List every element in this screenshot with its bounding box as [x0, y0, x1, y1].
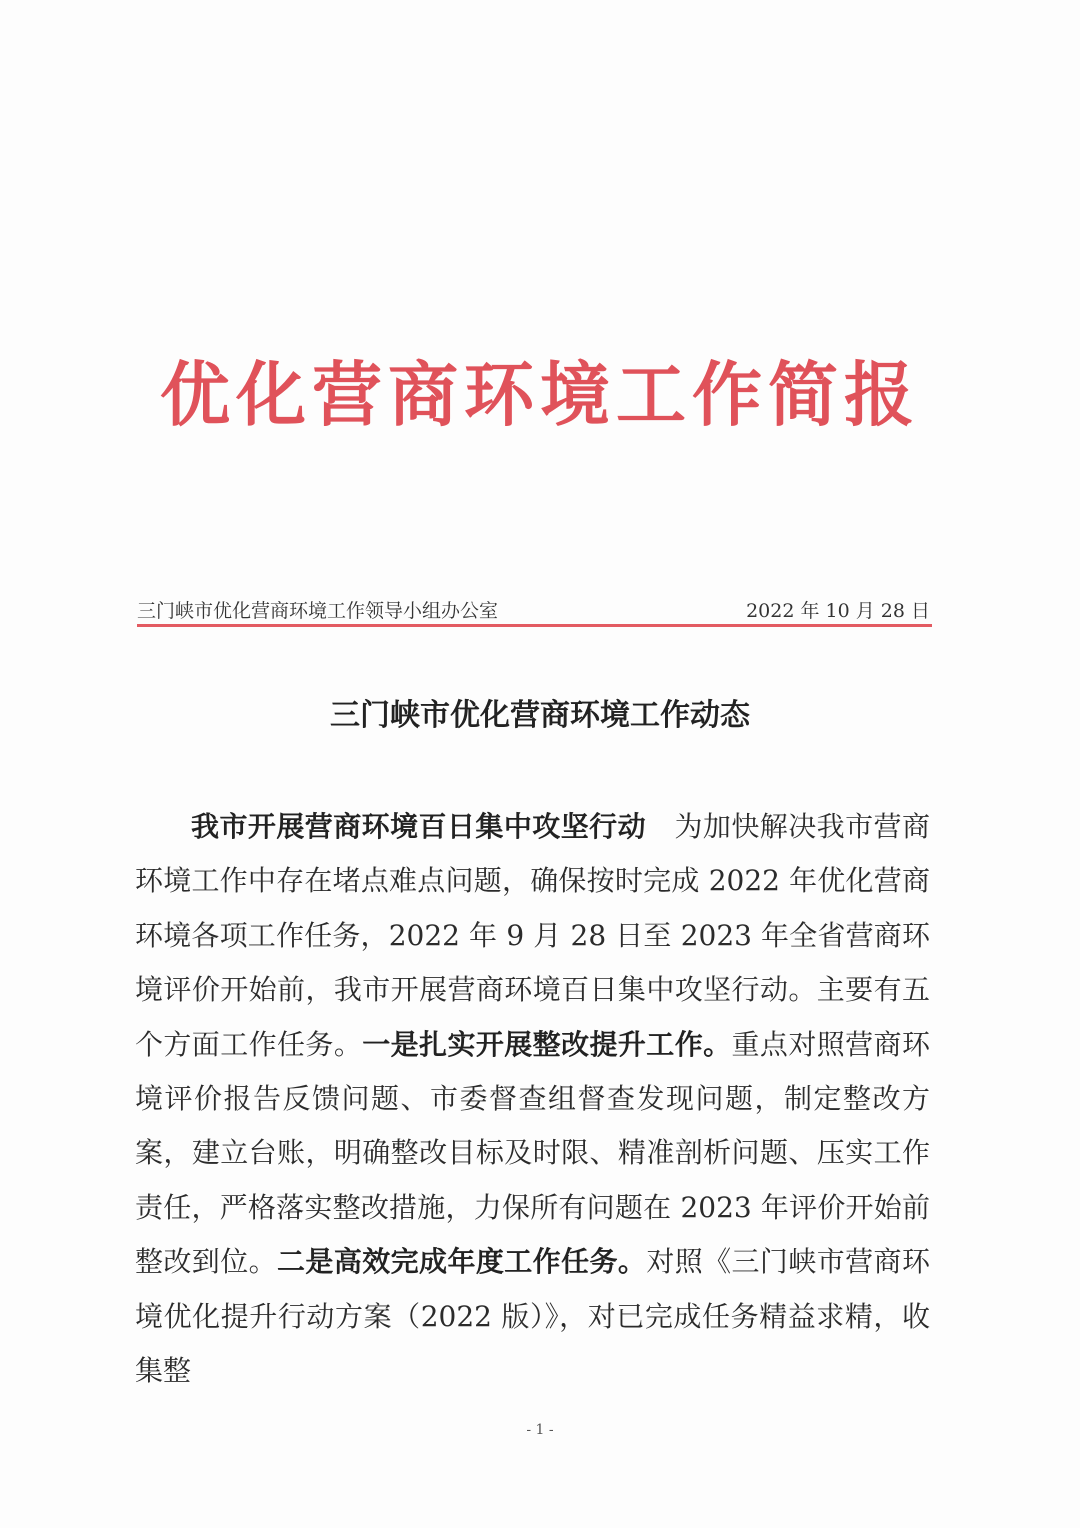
issuer-row [137, 597, 930, 625]
red-divider-rule [137, 624, 932, 627]
article-heading: 我市开展营商环境百日集中攻坚行动 [191, 810, 647, 843]
article-title: 三门峡市优化营商环境工作动态 [330, 698, 750, 733]
issue-date: 2022 年 10 月 28 日 [746, 600, 930, 622]
task-two-body: 对照《三门峡市营商环境优化提升行动方案（2022 版）》，对已完成任务精益求精，收集整 [135, 1245, 930, 1388]
issuer-name: 三门峡市优化营商环境工作领导小组办公室 [137, 600, 499, 622]
page-number: - 1 - [526, 1422, 554, 1438]
masthead-title: 优化营商环境工作简报 [160, 354, 920, 436]
paragraph-intro: 为加快解决我市营商环境工作中存在堵点难点问题，确保按时完成 2022 年优化营商环境各项工作任务，2022 年 9 月 28 日至 2023 年全省营商环境评价开始前，我市开展营商环境百日集中攻坚行动。主要有五个方面工作任务。 [135, 810, 930, 1061]
heading-gap [646, 810, 674, 843]
task-one-body: 重点对照营商环境评价报告反馈问题、市委督查组督查发现问题，制定整改方案，建立台账，明确整改目标及时限、精准剖析问题、压实工作责任，严格落实整改措施，力保所有问题在 2023 年评价开始前整改到位。 [135, 1027, 930, 1279]
article-body [135, 800, 930, 1398]
task-one-heading: 一是扎实开展整改提升工作。 [362, 1027, 732, 1061]
task-two-heading: 二是高效完成年度工作任务。 [277, 1245, 647, 1279]
